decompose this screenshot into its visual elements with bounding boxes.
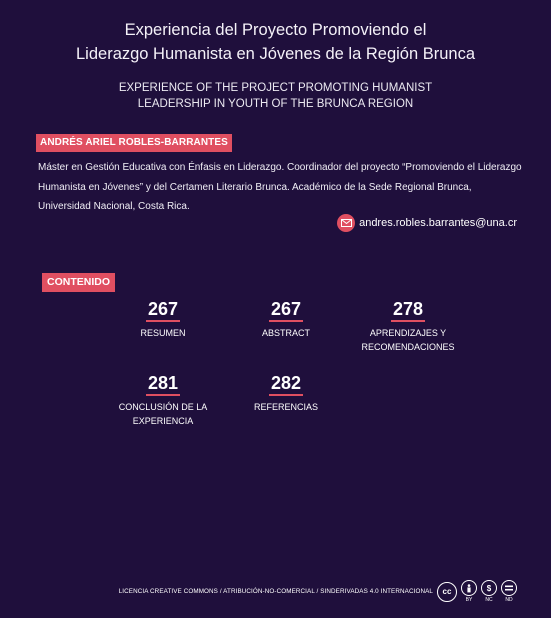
toc-label: RESUMEN: [140, 328, 186, 338]
article-title-line-1: Experiencia del Proyecto Promoviendo el: [124, 21, 427, 39]
article-title-line-2: Liderazgo Humanista en Jóvenes de la Región Brunca: [76, 45, 475, 63]
toc-page-number: 282: [269, 372, 303, 396]
nc-label: NC: [485, 597, 493, 603]
creative-commons-icon: [437, 582, 457, 602]
article-subtitle-line-1: EXPERIENCE OF THE PROJECT PROMOTING HUMANIST: [118, 82, 433, 94]
toc-label: ABSTRACT: [261, 328, 310, 338]
by-label: BY: [465, 597, 473, 603]
noncommercial-icon: $ NC: [481, 580, 497, 603]
attribution-icon: [461, 580, 477, 603]
toc-entry-aprendizajes[interactable]: [352, 298, 464, 354]
toc-page-number: 267: [146, 298, 180, 322]
license-text: LICENCIA CREATIVE COMMONS / ATRIBUCIÓN-NO-COMERCIAL / SINDERIVADAS 4.0 INTERNACIONAL: [118, 588, 433, 595]
author-email-link[interactable]: [337, 214, 517, 232]
license-footer: [119, 580, 517, 603]
toc-page-number: 267: [269, 298, 303, 322]
author-bio: Máster en Gestión Educativa con Énfasis en Liderazgo. Coordinador del proyecto “Promoviendo el Liderazgo Humanista en Jóvenes” y del Certamen Literario Brunca. Académico de la Sede Regional Brunca, Universidad Nacional, Costa Rica.: [38, 162, 522, 212]
toc-label: REFERENCIAS: [253, 402, 318, 412]
toc-label: CONCLUSIÓN DE LA EXPERIENCIA: [118, 402, 208, 426]
cc-label: cc: [442, 587, 452, 596]
toc-entry-abstract[interactable]: [240, 298, 332, 340]
toc-label: APRENDIZAJES Y RECOMENDACIONES: [361, 328, 455, 352]
nd-label: ND: [505, 597, 513, 603]
author-email[interactable]: andres.robles.barrantes@una.cr: [359, 217, 517, 229]
author-name-badge: ANDRÉS ARIEL ROBLES-BARRANTES: [36, 134, 232, 152]
toc-entry-resumen[interactable]: [125, 298, 201, 340]
toc-entry-referencias[interactable]: [240, 372, 332, 414]
article-subtitle: [0, 80, 551, 112]
toc-page-number: 278: [391, 298, 425, 322]
contents-heading: CONTENIDO: [42, 273, 115, 292]
article-title: [0, 18, 551, 66]
article-subtitle-line-2: LEADERSHIP IN YOUTH OF THE BRUNCA REGION: [137, 98, 414, 110]
mail-icon: [337, 214, 355, 232]
no-derivatives-icon: [501, 580, 517, 603]
toc-page-number: 281: [146, 372, 180, 396]
toc-entry-conclusion[interactable]: [112, 372, 214, 428]
